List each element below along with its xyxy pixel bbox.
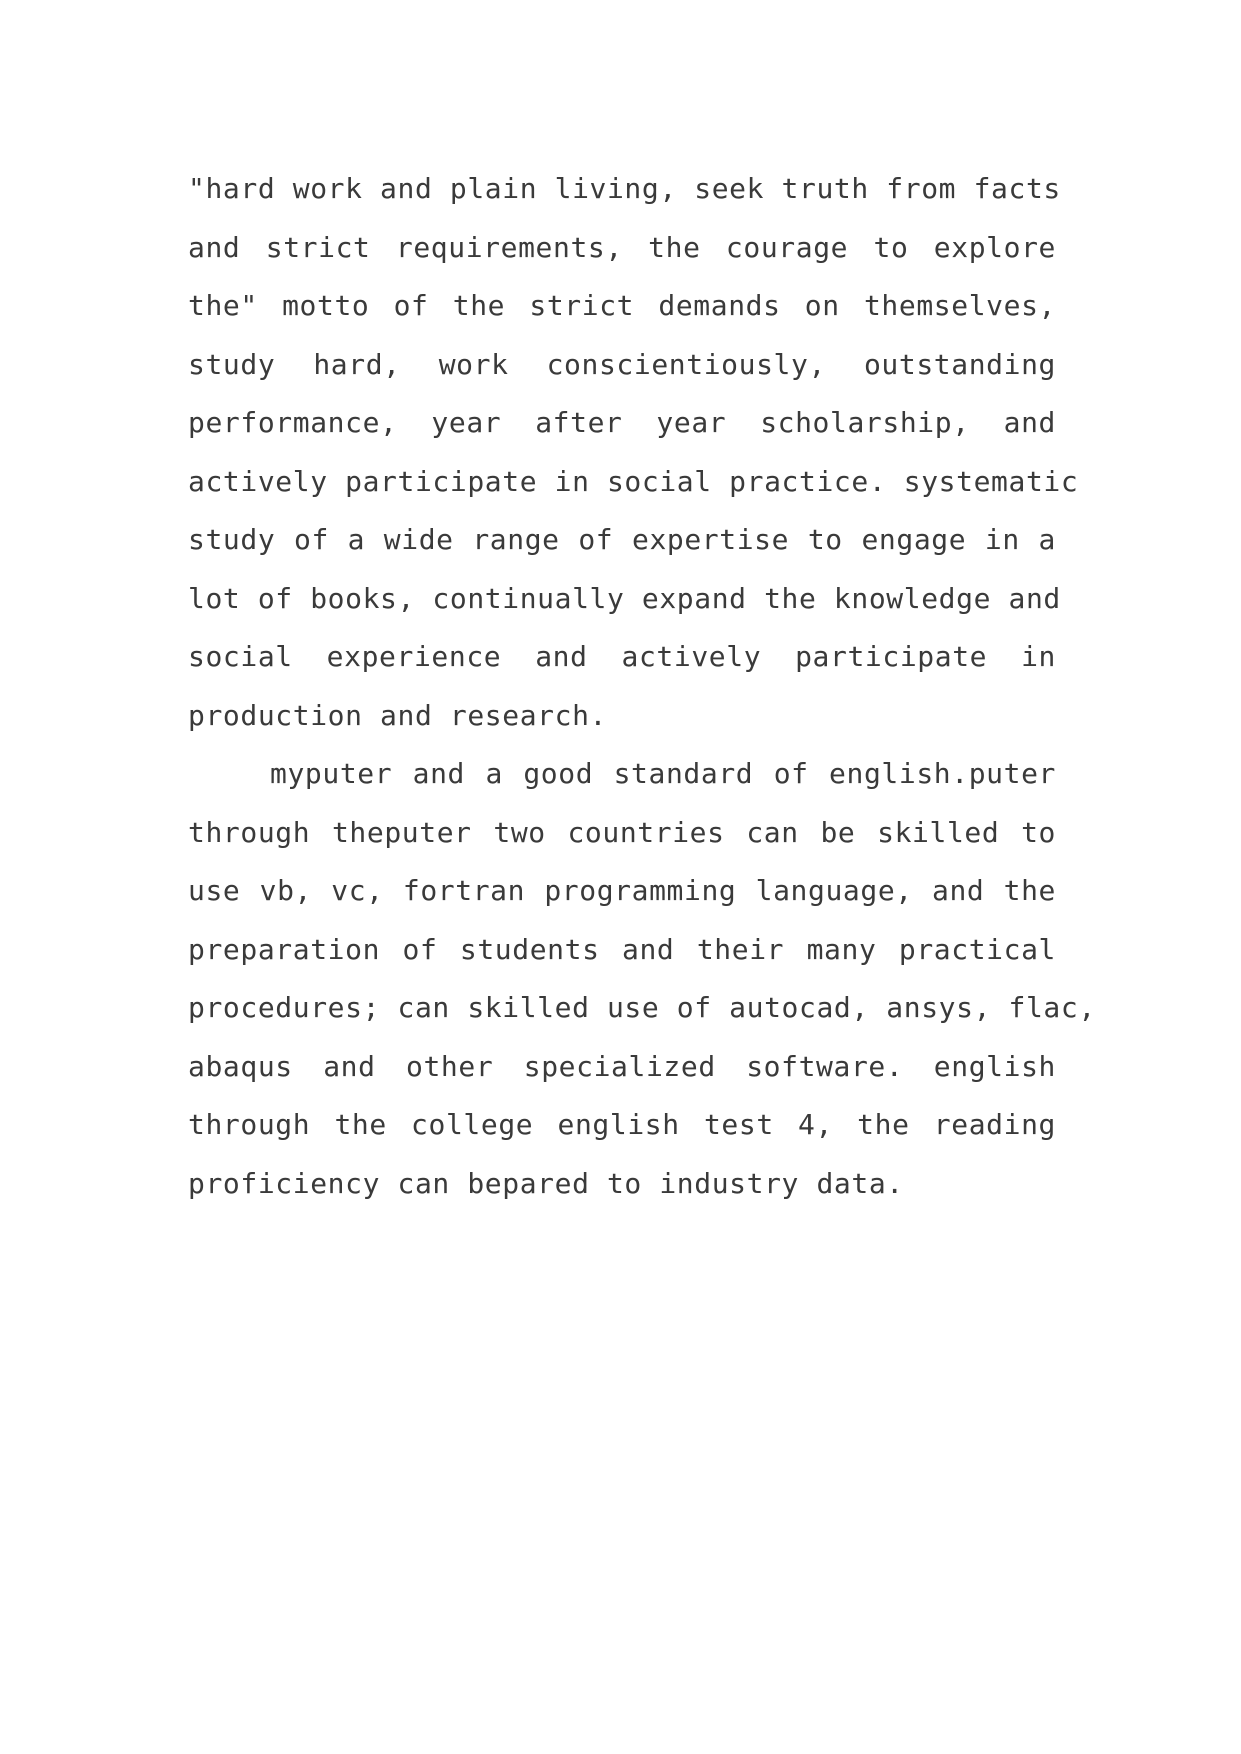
text-line: study hard, work conscientiously, outstanding [188, 347, 1056, 381]
text-line: through the college english test 4, the reading [188, 1108, 1056, 1141]
text-line: "hard work and plain living, seek truth from facts [188, 172, 1061, 205]
text-line: actively participate in social practice. systematic [188, 464, 1079, 498]
paragraph-2 [188, 745, 1096, 1213]
text-line: procedures; can skilled use of autocad, ansys, flac, [188, 991, 1096, 1024]
text-line: production and research. [188, 698, 607, 732]
text-line: social experience and actively participate in [188, 640, 1056, 673]
text-line: preparation of students and their many practical [188, 932, 1056, 966]
paragraph-1 [188, 160, 1079, 745]
text-line: myputer and a good standard of english.puter [270, 757, 1056, 790]
text-line: proficiency can bepared to industry data. [188, 1166, 904, 1200]
text-line: performance, year after year scholarship, and [188, 406, 1056, 439]
body-text [188, 160, 1096, 1213]
text-line: study of a wide range of expertise to engage in a [188, 523, 1056, 556]
text-line: the" motto of the strict demands on themselves, [188, 289, 1056, 322]
text-line: abaqus and other specialized software. english [188, 1049, 1056, 1083]
text-line: use vb, vc, fortran programming language, and the [188, 874, 1056, 907]
text-line: through theputer two countries can be skilled to [188, 815, 1056, 849]
text-line: lot of books, continually expand the knowledge and [188, 581, 1061, 615]
text-line: and strict requirements, the courage to explore [188, 230, 1056, 264]
